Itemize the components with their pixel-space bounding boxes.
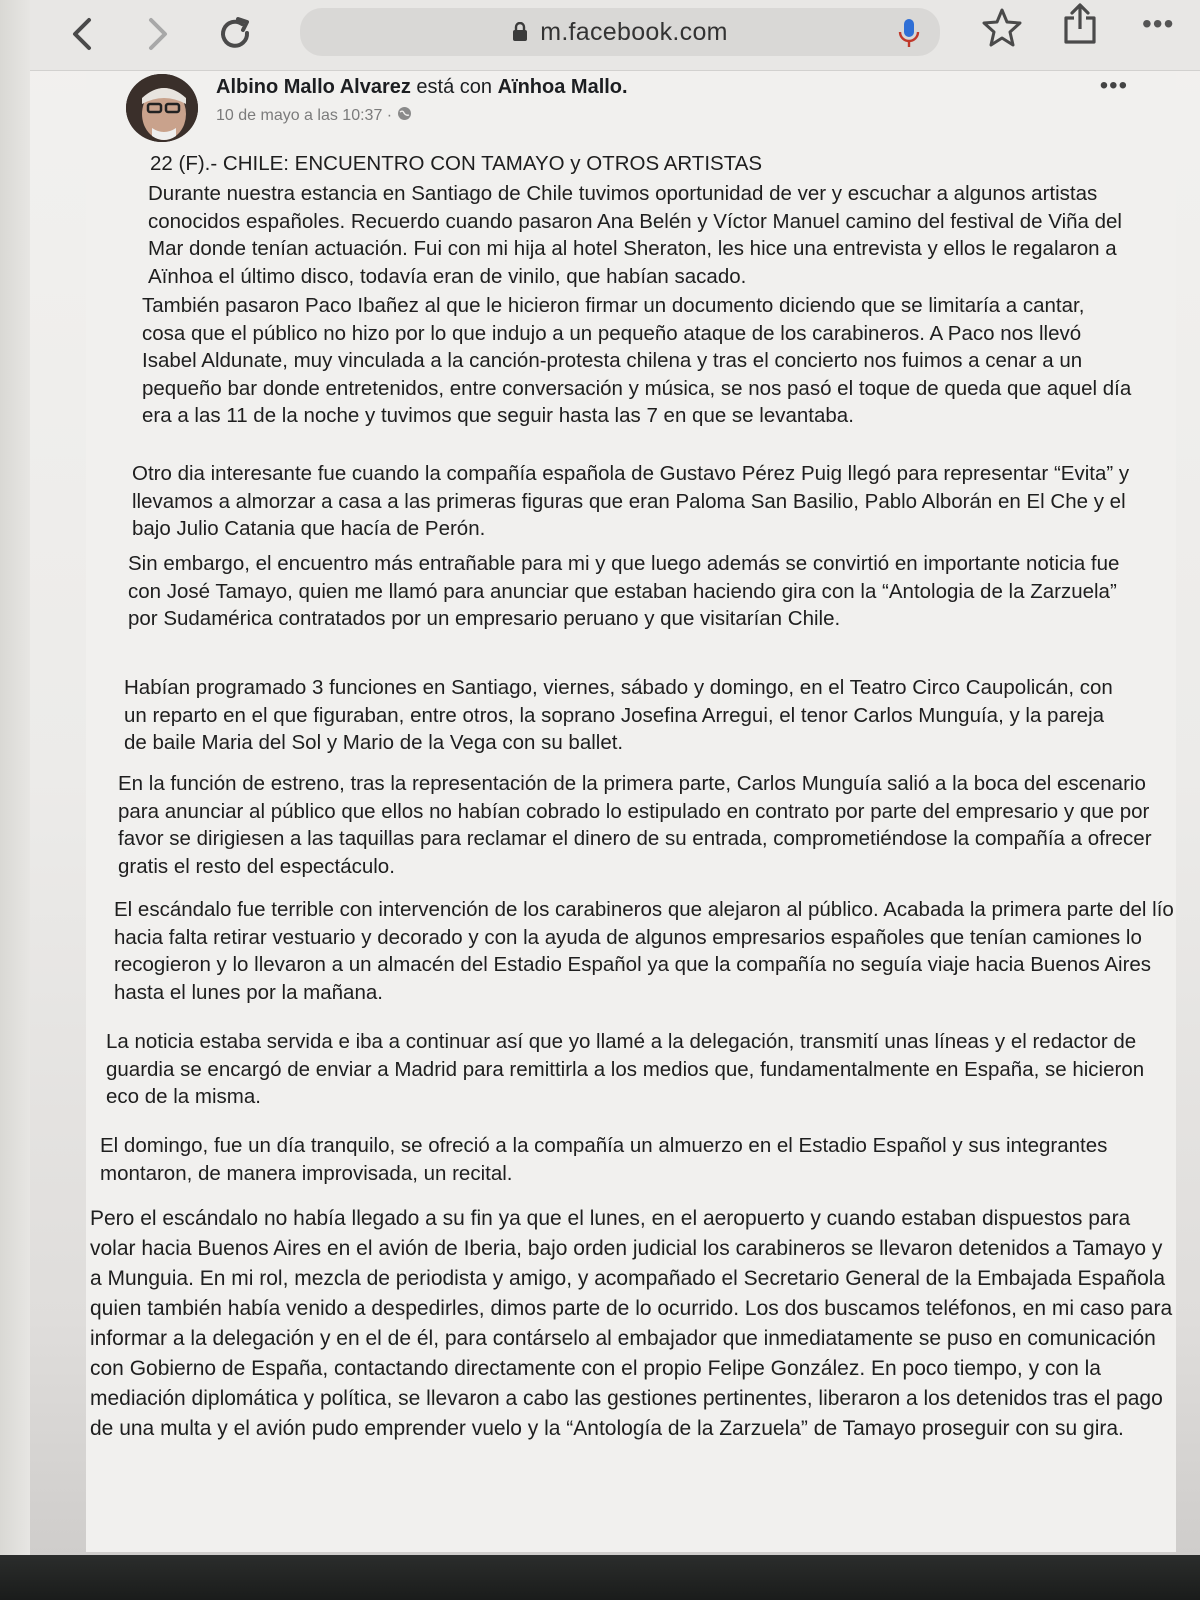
author-name[interactable]: Albino Mallo Alvarez <box>216 76 411 98</box>
lock-icon <box>512 22 528 42</box>
paragraph: Durante nuestra estancia en Santiago de Chile tuvimos oportunidad de ver y escuchar a algunos artistas conocidos españoles. Recuerdo cuando pasaron Ana Belén y Víctor Manuel camino del festival de Viña del Mar donde tenían actuación. Fui con mi hija al hotel Sheraton, les hice una entrevista y ellos le regalaron a Aïnhoa el último disco, todavía eran de vinilo, que habían sacado. <box>148 182 1122 288</box>
paragraph: Pero el escándalo no había llegado a su fin ya que el lunes, en el aeropuerto y cuando estaban dispuestos para volar hacia Buenos Aires en el avión de Iberia, bajo orden judicial los carabineros se llevaron detenidos a Tamayo y a Munguia. En mi rol, mezcla de periodista y amigo, y acompañado el Secretario General de la Embajada Española quien también había venido a despedirles, dimos parte de lo ocurrido. Los dos buscamos teléfonos, en mi caso para informar a la delegación y en el de él, para contárselo al embajador que inmediatamente se puso en comunicación con Gobierno de España, contactando directamente con el propio Felipe González. En poco tiempo, y con la mediación diplomática y política, se llevaron a cabo las gestiones pertinentes, liberaron a los detenidos tras el pago de una multa y el avión pudo emprender vuelo y la “Antología de la Zarzuela” de Tamayo proseguir con su gira. <box>90 1207 1173 1440</box>
post-meta <box>216 106 412 126</box>
globe-icon <box>397 106 412 126</box>
device-bezel-left <box>0 0 30 1555</box>
device-bezel-bottom <box>0 1555 1200 1600</box>
post-author-line <box>216 76 628 99</box>
paragraph: El domingo, fue un día tranquilo, se ofreció a la compañía un almuerzo en el Estadio Español y sus integrantes montaron, de manera improvisada, un recital. <box>100 1134 1108 1185</box>
address-bar[interactable] <box>300 8 940 56</box>
paragraph: Habían programado 3 funciones en Santiago, viernes, sábado y domingo, en el Teatro Circo Caupolicán, con un reparto en el que figuraban, entre otros, la soprano Josefina Arregui, el tenor Carlos Munguía, y la pareja de baile Maria del Sol y Mario de la Vega con su ballet. <box>124 676 1113 754</box>
paragraph: También pasaron Paco Ibañez al que le hicieron firmar un documento diciendo que se limitaría a cantar, cosa que el público no hizo por lo que indujo a un pequeño ataque de los carabineros. A Paco nos llevó Isabel Aldunate, muy vinculada a la canción-protesta chilena y tras el concierto nos fuimos a cenar a un pequeño bar donde entretenidos, entre conversación y música, se nos pasó el toque de queda que aquel día era a las 11 de la noche y tuvimos que seguir hasta las 7 en que se levantaba. <box>142 294 1132 427</box>
post-title: 22 (F).- CHILE: ENCUENTRO CON TAMAYO y OTROS ARTISTAS <box>150 152 763 175</box>
chevron-left-icon[interactable] <box>62 14 102 54</box>
share-icon[interactable] <box>1060 2 1100 51</box>
with-text: está con <box>416 76 493 98</box>
star-icon[interactable] <box>980 6 1024 55</box>
post-timestamp[interactable]: 10 de mayo a las 10:37 · <box>216 107 393 124</box>
reload-icon[interactable] <box>216 14 256 54</box>
paragraph: En la función de estreno, tras la representación de la primera parte, Carlos Munguía salió a la boca del escenario para anunciar al público que ellos no habían cobrado lo estipulado en contrato por parte del empresario y que por favor se dirigiesen a las taquillas para reclamar el dinero de su entrada, comprometiéndose la compañía a ofrecer gratis el resto del espectáculo. <box>118 772 1152 878</box>
avatar[interactable] <box>126 74 198 142</box>
tagged-name[interactable]: Aïnhoa Mallo. <box>497 76 628 98</box>
facebook-post <box>86 72 1176 1552</box>
post-options-icon[interactable]: ••• <box>1099 72 1128 99</box>
browser-toolbar <box>30 0 1200 71</box>
paragraph: La noticia estaba servida e iba a continuar así que yo llamé a la delegación, transmití unas líneas y el redactor de guardia se encargó de enviar a Madrid para remittirla a los medios que, fundamentalmente en España, se hicieron eco de la misma. <box>106 1030 1145 1108</box>
microphone-icon[interactable] <box>898 18 920 53</box>
more-icon[interactable]: ••• <box>1142 8 1175 39</box>
paragraph: El escándalo fue terrible con intervención de los carabineros que alejaron al público. Acabada la primera parte del lío hacia falta retirar vestuario y decorado y con la ayuda de algunos empresarios españoles que tenían camiones lo recogieron y lo llevaron a un almacén del Estadio Español ya que la compañía no seguía viaje hacia Buenos Aires hasta el lunes por la mañana. <box>114 898 1174 1004</box>
browser-screen <box>30 0 1200 1555</box>
chevron-right-icon[interactable] <box>138 14 178 54</box>
paragraph: Otro dia interesante fue cuando la compañía española de Gustavo Pérez Puig llegó para representar “Evita” y llevamos a almorzar a casa a las primeras figuras que eran Paloma San Basilio, Pablo Alborán en El Che y el bajo Julio Catania que hacía de Perón. <box>132 462 1130 540</box>
url-text: m.facebook.com <box>540 17 728 46</box>
paragraph: Sin embargo, el encuentro más entrañable para mi y que luego además se convirtió en importante noticia fue con José Tamayo, quien me llamó para anunciar que estaban haciendo gira con la “Antologia de la Zarzuela” por Sudamérica contratados por un empresario peruano y que visitarían Chile. <box>128 552 1120 630</box>
